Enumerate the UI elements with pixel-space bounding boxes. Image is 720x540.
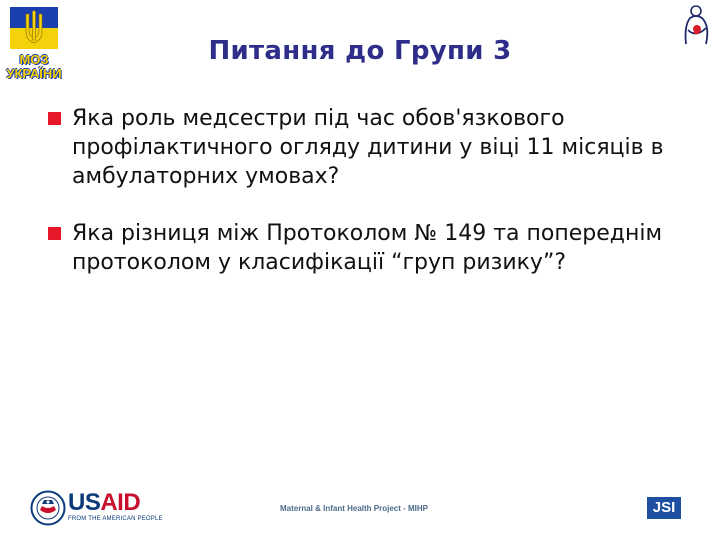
usaid-us: US — [68, 489, 101, 516]
usaid-tagline: FROM THE AMERICAN PEOPLE — [68, 516, 163, 522]
usaid-aid: AID — [100, 489, 141, 516]
usaid-wordmark — [68, 491, 140, 515]
project-footer-text: Maternal & Infant Health Project - MIHP — [280, 504, 429, 513]
moz-logo-line1: МОЗ — [19, 52, 49, 67]
usaid-logo — [30, 489, 163, 528]
page-title: Питання до Групи 3 — [208, 36, 512, 66]
question-item — [48, 104, 688, 191]
question-text: Яка різниця між Протоколом № 149 та попереднім протоколом у класифікації “груп ризику”? — [72, 221, 663, 275]
jsi-logo: JSI — [647, 497, 681, 519]
bullet-square-icon — [48, 112, 61, 125]
bullet-square-icon — [48, 227, 61, 240]
question-item — [48, 219, 688, 277]
moz-logo-line2: УКРАЇНИ — [6, 66, 62, 81]
question-list — [48, 104, 688, 305]
usaid-seal-icon — [30, 490, 66, 526]
question-text: Яка роль медсестри під час обов'язкового профілактичного огляду дитини у віці 11 місяців в амбулаторних умовах? — [72, 106, 664, 189]
